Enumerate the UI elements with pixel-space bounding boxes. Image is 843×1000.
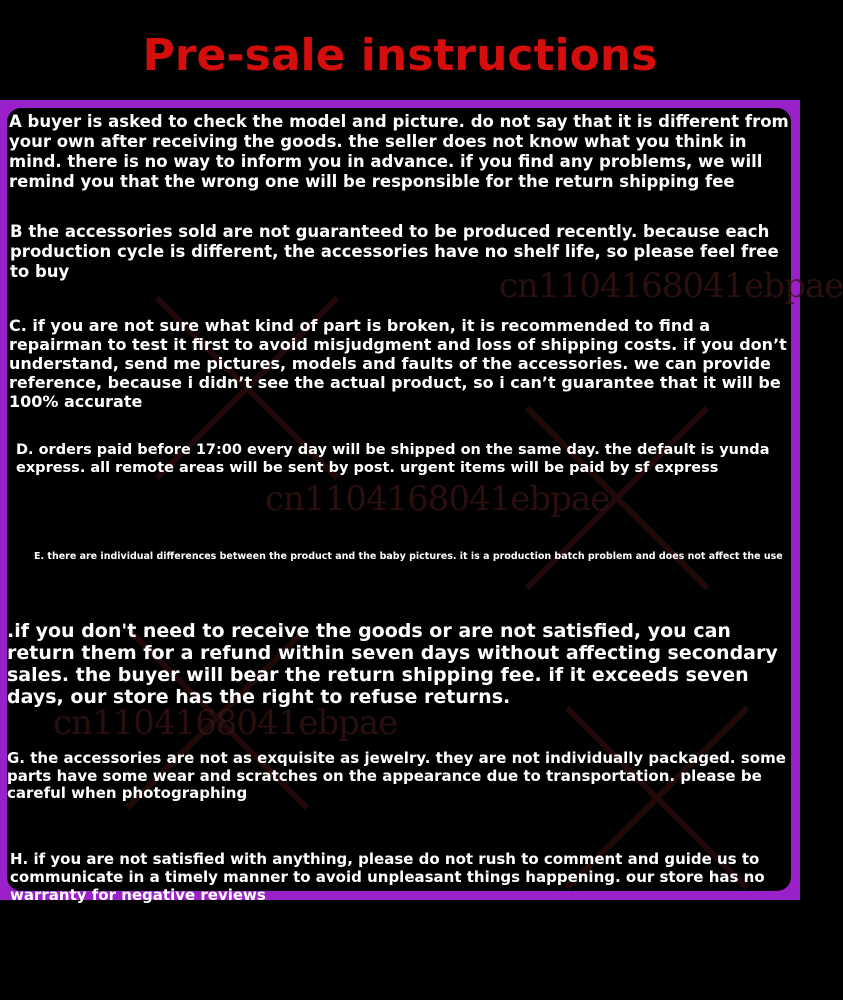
instructions-panel	[7, 108, 843, 904]
instruction-a: A buyer is asked to check the model and picture. do not say that it is different from your own after receiving the goods. the seller does not know what you think in mind. there is no way to inform you in advance. if you find any problems, we will remind you that the wrong one will be responsible for the return shipping fee	[9, 112, 789, 191]
watermark-text: cn1104168041ebpae	[499, 266, 843, 306]
instruction-c: C. if you are not sure what kind of part is broken, it is recommended to find a repairman to test it first to avoid misjudgment and loss of shipping costs. if you don’t understand, send me pictures, models and faults of the accessories. we can provide reference, because i didn’t see the actual product, so i can’t guarantee that it will be 100% accurate	[9, 316, 787, 411]
watermark-text: cn1104168041ebpae	[53, 703, 398, 743]
instruction-g: G. the accessories are not as exquisite as jewelry. they are not individually packaged. some parts have some wear and scratches on the appearance due to transportation. please be careful when photographing	[7, 749, 786, 802]
instruction-d: D. orders paid before 17:00 every day will be shipped on the same day. the default is yunda express. all remote areas will be sent by post. urgent items will be paid by sf express	[16, 442, 770, 476]
instruction-e: E. there are individual differences between the product and the baby pictures. it is a production batch problem and does not affect the use	[34, 551, 783, 562]
instruction-h: H. if you are not satisfied with anything, please do not rush to comment and guide us to communicate in a timely manner to avoid unpleasant things happening. our store has no warranty for negative reviews	[10, 850, 765, 904]
instruction-b: B the accessories sold are not guaranteed to be produced recently. because each production cycle is different, the accessories have no shelf life, so please feel free to buy	[10, 222, 779, 281]
watermark-text: cn1104168041ebpae	[265, 479, 610, 519]
page-title: Pre-sale instructions	[142, 30, 658, 81]
instruction-f: .if you don't need to receive the goods or are not satisfied, you can return them for a refund within seven days without affecting secondary sales. the buyer will bear the return shipping fee. if it exceeds seven days, our store has the right to refuse returns.	[7, 620, 778, 708]
instructions-frame	[0, 100, 843, 904]
